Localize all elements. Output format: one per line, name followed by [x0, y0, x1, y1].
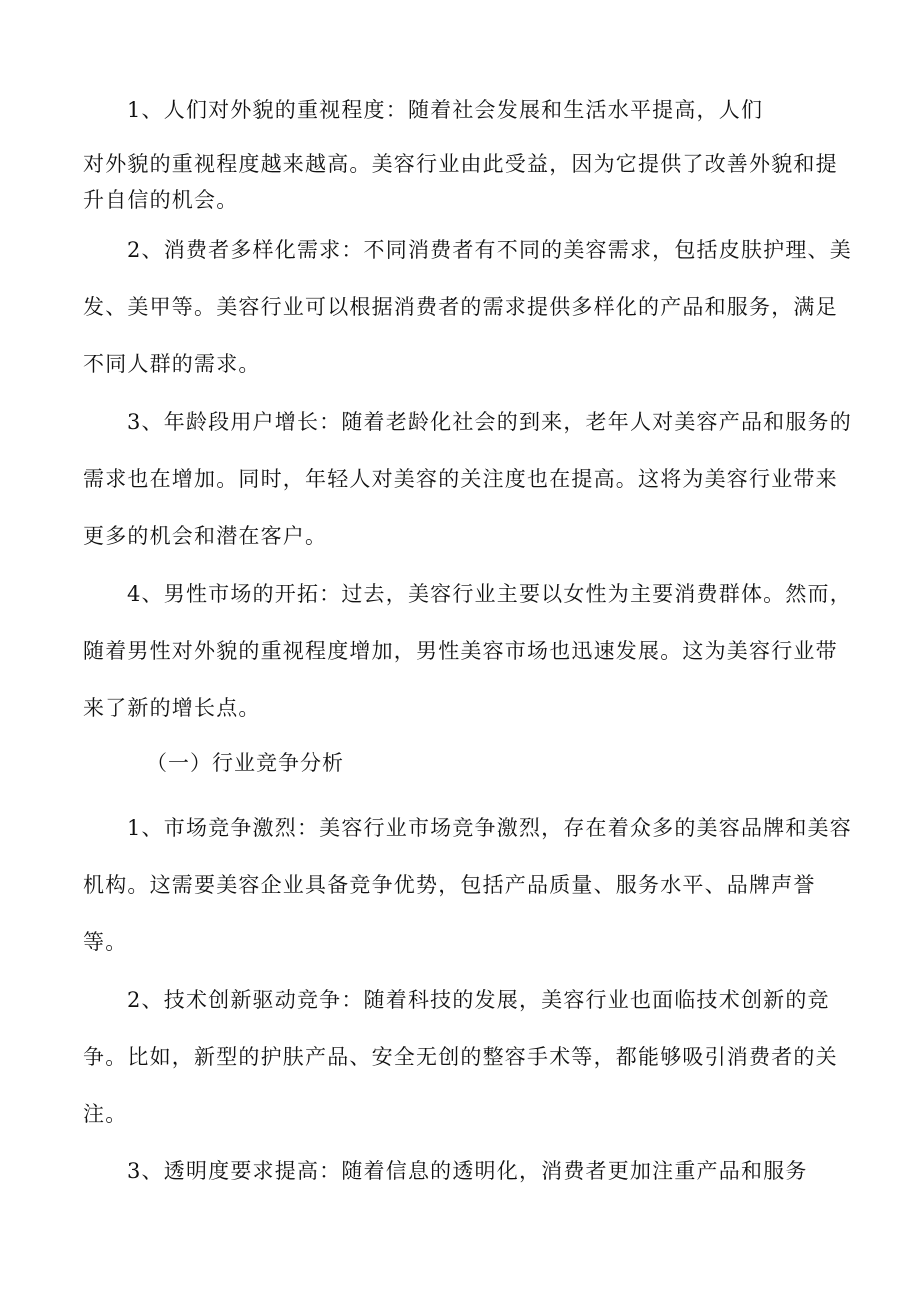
paragraph-tech-innovation: 2、技术创新驱动竞争：随着科技的发展，美容行业也面临技术创新的竞争。比如，新型的护肤产品、安全无创的整容手术等，都能够吸引消费者的关注。 [83, 988, 838, 1126]
paragraph-diverse-demand: 2、消费者多样化需求：不同消费者有不同的美容需求，包括皮肤护理、美发、美甲等。美容行业可以根据消费者的需求提供多样化的产品和服务，满足不同人群的需求。 [83, 238, 852, 376]
paragraph-age-group-growth: 3、年龄段用户增长：随着老龄化社会的到来，老年人对美容产品和服务的需求也在增加。同时，年轻人对美容的关注度也在提高。这将为美容行业带来更多的机会和潜在客户。 [83, 410, 852, 548]
paragraph-appearance-importance-line1: 1、人们对外貌的重视程度：随着社会发展和生活水平提高，人们 [127, 98, 764, 122]
paragraph-transparency: 3、透明度要求提高：随着信息的透明化，消费者更加注重产品和服务 [127, 1159, 808, 1183]
paragraph-male-market: 4、男性市场的开拓：过去，美容行业主要以女性为主要消费群体。然而，随着男性对外貌的重视程度增加，男性美容市场也迅速发展。这为美容行业带来了新的增长点。 [83, 582, 852, 720]
paragraph-appearance-importance-continued: 对外貌的重视程度越来越高。美容行业由此受益，因为它提供了改善外貌和提升自信的机会。 [83, 152, 838, 212]
paragraph-fierce-competition: 1、市场竞争激烈：美容行业市场竞争激烈，存在着众多的美容品牌和美容机构。这需要美容企业具备竞争优势，包括产品质量、服务水平、品牌声誉等。 [83, 816, 852, 954]
section-heading-industry-competition: （一）行业竞争分析 [146, 751, 344, 775]
